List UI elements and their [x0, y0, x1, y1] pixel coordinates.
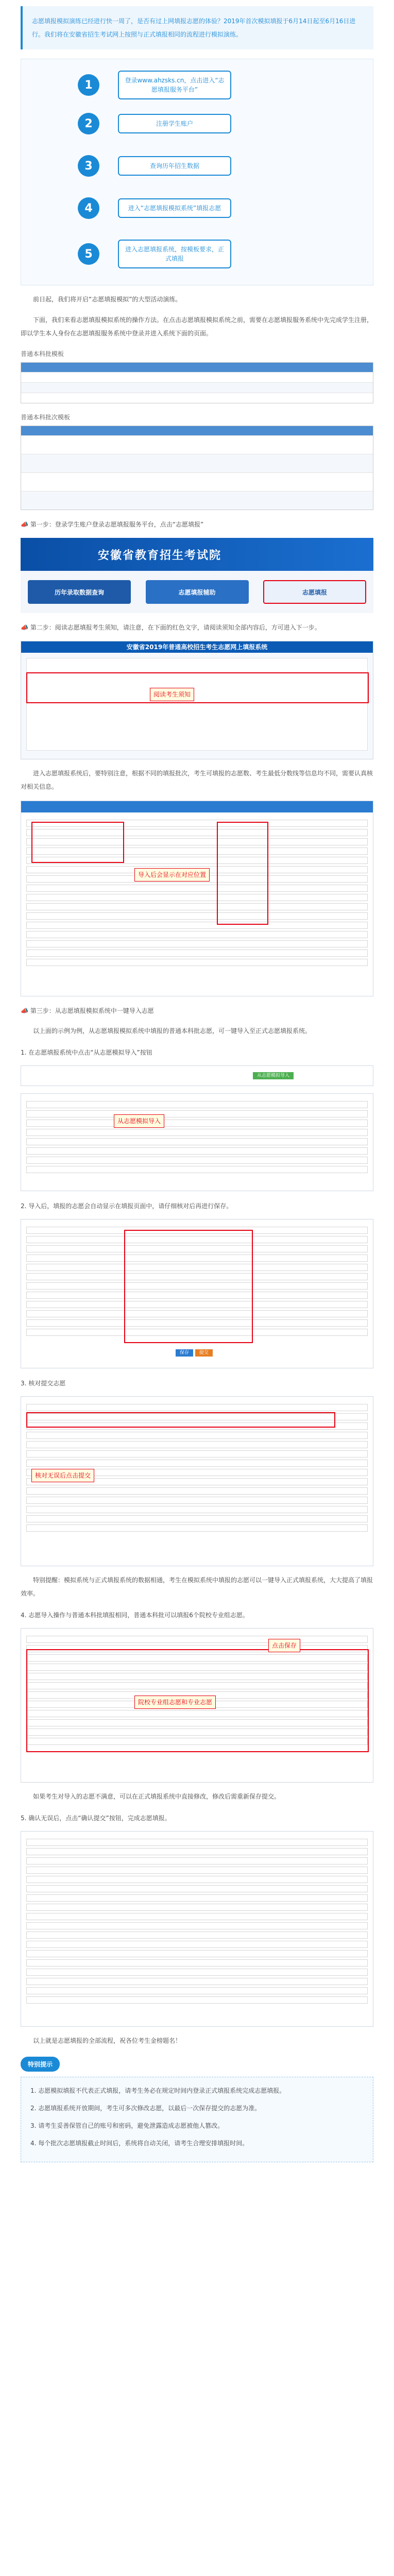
step-number: 5 — [78, 243, 99, 265]
list-item: 3. 核对提交志愿 — [21, 1380, 66, 1387]
step-number: 2 — [78, 113, 99, 134]
paragraph: 进入志愿填报系统后，要特别注意，根据不同的填报批次，考生可填报的志愿数、考生最低分数线等信息均不同，需要认真核对相关信息。 — [21, 770, 373, 790]
paragraph: 以上就是志愿填报的全部流程，祝各位考生金榜题名！ — [33, 2037, 182, 2044]
callout: 院校专业组志愿和专业志愿 — [134, 1696, 216, 1709]
tip-item: 1. 志愿模拟填报不代表正式填报，请考生务必在规定时间内登录正式填报系统完成志愿填报。 — [30, 2087, 286, 2094]
step-row-4 — [78, 197, 346, 219]
step-label: 登录www.ahzsks.cn，点击进入“志愿填报服务平台” — [118, 71, 231, 99]
banner-title: 安徽省教育招生考试院 — [98, 549, 222, 562]
highlight-box — [31, 822, 124, 863]
import-button[interactable]: 从志愿模拟导入 — [253, 1072, 294, 1079]
table-label: 普通本科批模板 — [21, 350, 64, 358]
paragraph: 特别提醒：模拟系统与正式填报系统的数据相通，考生在模拟系统中填报的志愿可以一键导入正式填报系统，大大提高了填报效率。 — [21, 1577, 373, 1597]
highlight-box — [124, 1230, 253, 1343]
submit-screen — [21, 1831, 373, 2027]
list-item: 2. 导入后，填报的志愿会自动显示在填报页面中，请仔细核对后再进行保存。 — [21, 1202, 233, 1210]
callout: 点击保存 — [268, 1639, 300, 1652]
step-number: 4 — [78, 197, 99, 219]
step-heading: 📣 第三步：从志愿填报模拟系统中一键导入志愿 — [21, 1007, 154, 1014]
step-number: 3 — [78, 155, 99, 177]
steps-diagram — [21, 59, 373, 285]
tips-header: 特别提示 — [21, 2057, 60, 2072]
tip-item: 4. 每个批次志愿填报截止时间后，系统将自动关闭，请考生合理安排填报时间。 — [30, 2140, 249, 2147]
import-screen — [21, 1093, 373, 1191]
step-label: 进入志愿填报系统，按模板要求，正式填报 — [118, 240, 231, 268]
tip-item: 2. 志愿填报系统开放期间，考生可多次修改志愿，以最后一次保存提交的志愿为准。 — [30, 2105, 261, 2112]
check-screen — [21, 1396, 373, 1566]
step-label: 查询历年招生数据 — [118, 156, 231, 176]
callout: 导入后会显示在对应位置 — [134, 868, 210, 882]
save-button[interactable]: 保存 — [176, 1349, 193, 1357]
entry-tiles — [21, 571, 373, 613]
speech-icon: 📣 — [21, 521, 28, 528]
tips-box — [21, 2077, 373, 2162]
highlight-box — [26, 672, 369, 703]
step-label: 注册学生账户 — [118, 114, 231, 133]
list-item: 4. 志愿导入操作与普通本科批填报相同，普通本科批可以填报6个院校专业组志愿。 — [21, 1612, 249, 1619]
step-number: 1 — [78, 74, 99, 96]
step-heading: 📣 第一步：登录学生账户登录志愿填报服务平台，点击“志愿填报” — [21, 521, 204, 528]
tip-item: 3. 请考生妥善保管自己的账号和密码，避免泄露造成志愿被他人篡改。 — [30, 2122, 224, 2129]
list-item: 5. 确认无误后，点击“确认提交”按钮，完成志愿填报。 — [21, 1815, 171, 1822]
paragraph: 以上面的示例为例，从志愿填报模拟系统中填报的普通本科批志愿，可一键导入至正式志愿填报系统。 — [33, 1027, 312, 1035]
tile-apply[interactable]: 志愿填报 — [263, 580, 366, 604]
step-row-1 — [78, 71, 346, 99]
callout: 阅读考生须知 — [150, 688, 194, 701]
callout: 从志愿模拟导入 — [114, 1114, 164, 1128]
submit-button[interactable]: 提交 — [195, 1349, 213, 1357]
template-table — [21, 426, 373, 510]
speech-icon: 📣 — [21, 624, 28, 631]
step-heading: 📣 第二步：阅读志愿填报考生须知，请注意，在下面的红色文字，请阅读须知全部内容后，方可进入下一步。 — [21, 624, 321, 631]
intro-box — [21, 6, 373, 49]
major-screen — [21, 1628, 373, 1783]
step-label: 进入“志愿填报模拟系统”填报志愿 — [118, 198, 231, 218]
step-row-5 — [78, 240, 346, 268]
template-table — [21, 362, 373, 403]
step-row-3 — [78, 155, 346, 177]
screen-header: 安徽省2019年普通高校招生考生志愿网上填报系统 — [21, 641, 373, 653]
highlight-box — [26, 1412, 335, 1428]
intro-text: 志愿填报模拟演练已经进行快一周了，是否有过上网填报志愿的体验？2019年首次模拟填报于6月14日起至6月16日进行。我们将在安徽省招生考试网上按照与正式填报相同的流程进行模拟演练。 — [32, 18, 356, 38]
import-bar — [21, 1065, 373, 1086]
table-label: 普通本科批次模板 — [21, 414, 71, 421]
speech-icon: 📣 — [21, 1007, 28, 1014]
paragraph: 如果考生对导入的志愿不满意，可以在正式填报系统中直接修改，修改后需重新保存提交。 — [33, 1793, 281, 1800]
paragraph: 前日起，我们将开启“志愿填报模拟”的大型活动演练。 — [33, 296, 182, 303]
batch-screen — [21, 801, 373, 996]
paragraph: 下面，我们来看志愿填报模拟系统的操作方法。在点击志愿填报模拟系统之前，需要在志愿填报服务系统中先完成学生注册，即以学生本人身份在志愿填报服务系统中登录并进入系统下面的页面。 — [21, 316, 373, 337]
highlight-box — [217, 822, 268, 925]
callout: 核对无误后点击提交 — [31, 1469, 94, 1482]
filled-screen — [21, 1219, 373, 1368]
list-item: 1. 在志愿填报系统中点击“从志愿模拟导入”按钮 — [21, 1049, 152, 1056]
notice-screen — [21, 641, 373, 759]
site-banner — [21, 538, 373, 571]
step-row-2 — [78, 113, 346, 134]
tile-assist[interactable]: 志愿填报辅助 — [146, 580, 249, 604]
tile-history[interactable]: 历年录取数据查询 — [28, 580, 131, 604]
